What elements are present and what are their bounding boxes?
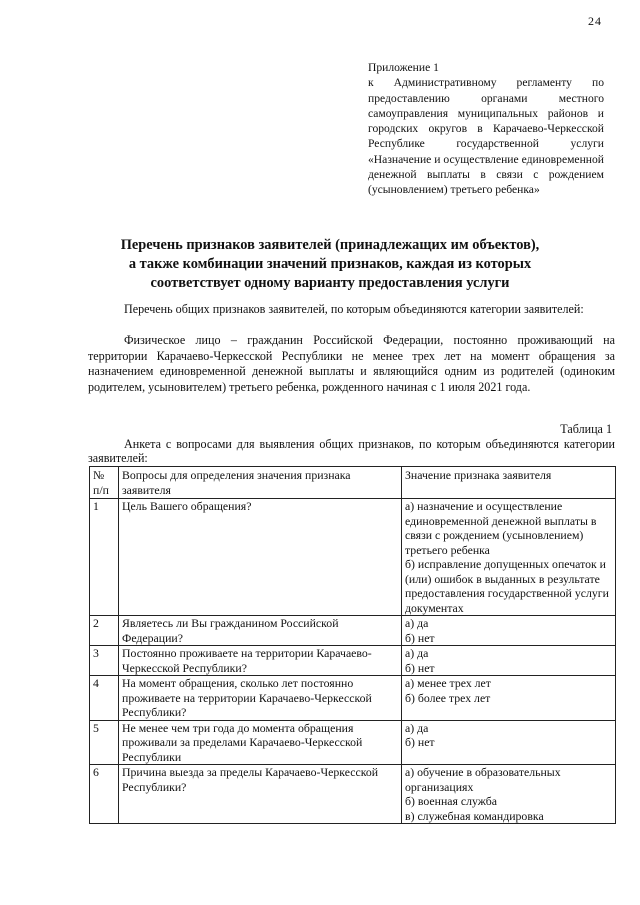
page-number: 24 bbox=[588, 14, 602, 28]
answer-option: а) да bbox=[405, 646, 429, 660]
row-number: 3 bbox=[90, 646, 119, 676]
answer-option: а) обучение в образовательных организациях bbox=[405, 765, 561, 794]
row-answers bbox=[402, 646, 616, 676]
appendix-title: Приложение 1 bbox=[368, 61, 439, 74]
row-answers bbox=[402, 765, 616, 824]
row-answers bbox=[402, 499, 616, 616]
row-question: Цель Вашего обращения? bbox=[119, 499, 402, 616]
header-question: Вопросы для определения значения признака заявителя bbox=[119, 467, 402, 499]
survey-table bbox=[89, 466, 616, 824]
answer-option: б) нет bbox=[405, 735, 435, 749]
appendix-text: к Административному регламенту по предоставлению органами местного самоуправления муниципальных районов и городских округов в Карачаево-Черкесской Республике государственной услуги «Назначение и осуществление единовременной денежной выплаты в связи с рождением (усыновлением) третьего ребенка» bbox=[368, 76, 604, 197]
row-number: 6 bbox=[90, 765, 119, 824]
title-line-3: соответствует одному варианту предоставления услуги bbox=[150, 275, 510, 291]
table-row bbox=[90, 720, 616, 765]
table-row bbox=[90, 646, 616, 676]
row-answers bbox=[402, 676, 616, 721]
row-answers bbox=[402, 720, 616, 765]
survey-intro: Анкета с вопросами для выявления общих признаков, по которым объединяются категории заявителей: bbox=[88, 437, 615, 465]
document-title bbox=[120, 236, 540, 293]
row-question: Являетесь ли Вы гражданином Российской Федерации? bbox=[119, 616, 402, 646]
answer-option: б) военная служба bbox=[405, 794, 497, 808]
table-row bbox=[90, 499, 616, 616]
table-row bbox=[90, 765, 616, 824]
table-header-row bbox=[90, 467, 616, 499]
row-question: На момент обращения, сколько лет постоянно проживаете на территории Карачаево-Черкесской Республики? bbox=[119, 676, 402, 721]
row-question: Причина выезда за пределы Карачаево-Черкесской Республики? bbox=[119, 765, 402, 824]
row-number: 4 bbox=[90, 676, 119, 721]
header-number: № п/п bbox=[90, 467, 119, 499]
answer-option: б) нет bbox=[405, 630, 435, 645]
answer-option: б) исправление допущенных опечаток и (или) ошибок в выданных в результате предоставления государственной услуги документах bbox=[405, 557, 609, 615]
table-row bbox=[90, 616, 616, 646]
answer-option: а) назначение и осуществление единовременной денежной выплаты в связи с рождением (усыновлением) третьего ребенка bbox=[405, 499, 597, 557]
paragraph-applicant: Физическое лицо – гражданин Российской Федерации, постоянно проживающий на территории Карачаево-Черкесской Республики не менее трех лет на момент обращения за назначением единовременной денежной выплаты и являющийся одним из родителей (одиноким родителем, усыновителем) третьего ребенка, рожденного начиная с 1 июля 2021 года. bbox=[88, 333, 615, 394]
row-number: 1 bbox=[90, 499, 119, 616]
paragraph-categories: Перечень общих признаков заявителей, по которым объединяются категории заявителей: bbox=[124, 302, 584, 316]
row-question: Постоянно проживаете на территории Карачаево-Черкесской Республики? bbox=[119, 646, 402, 676]
table-label: Таблица 1 bbox=[560, 422, 612, 436]
title-line-1: Перечень признаков заявителей (принадлежащих им объектов), bbox=[120, 237, 540, 253]
title-line-2: а также комбинации значений признаков, каждая из которых bbox=[128, 256, 532, 272]
header-value: Значение признака заявителя bbox=[402, 467, 616, 499]
row-question: Не менее чем три года до момента обращения проживали за пределами Карачаево-Черкесской Республики bbox=[119, 720, 402, 765]
row-answers bbox=[402, 616, 616, 646]
table-row bbox=[90, 676, 616, 721]
answer-option: в) служебная командировка bbox=[405, 808, 544, 823]
answer-option: а) да bbox=[405, 616, 429, 630]
answer-option: а) да bbox=[405, 720, 429, 735]
answer-option: б) более трех лет bbox=[405, 690, 491, 705]
appendix-block bbox=[368, 60, 604, 198]
answer-option: а) менее трех лет bbox=[405, 676, 491, 690]
answer-option: б) нет bbox=[405, 660, 435, 675]
row-number: 5 bbox=[90, 720, 119, 765]
row-number: 2 bbox=[90, 616, 119, 646]
